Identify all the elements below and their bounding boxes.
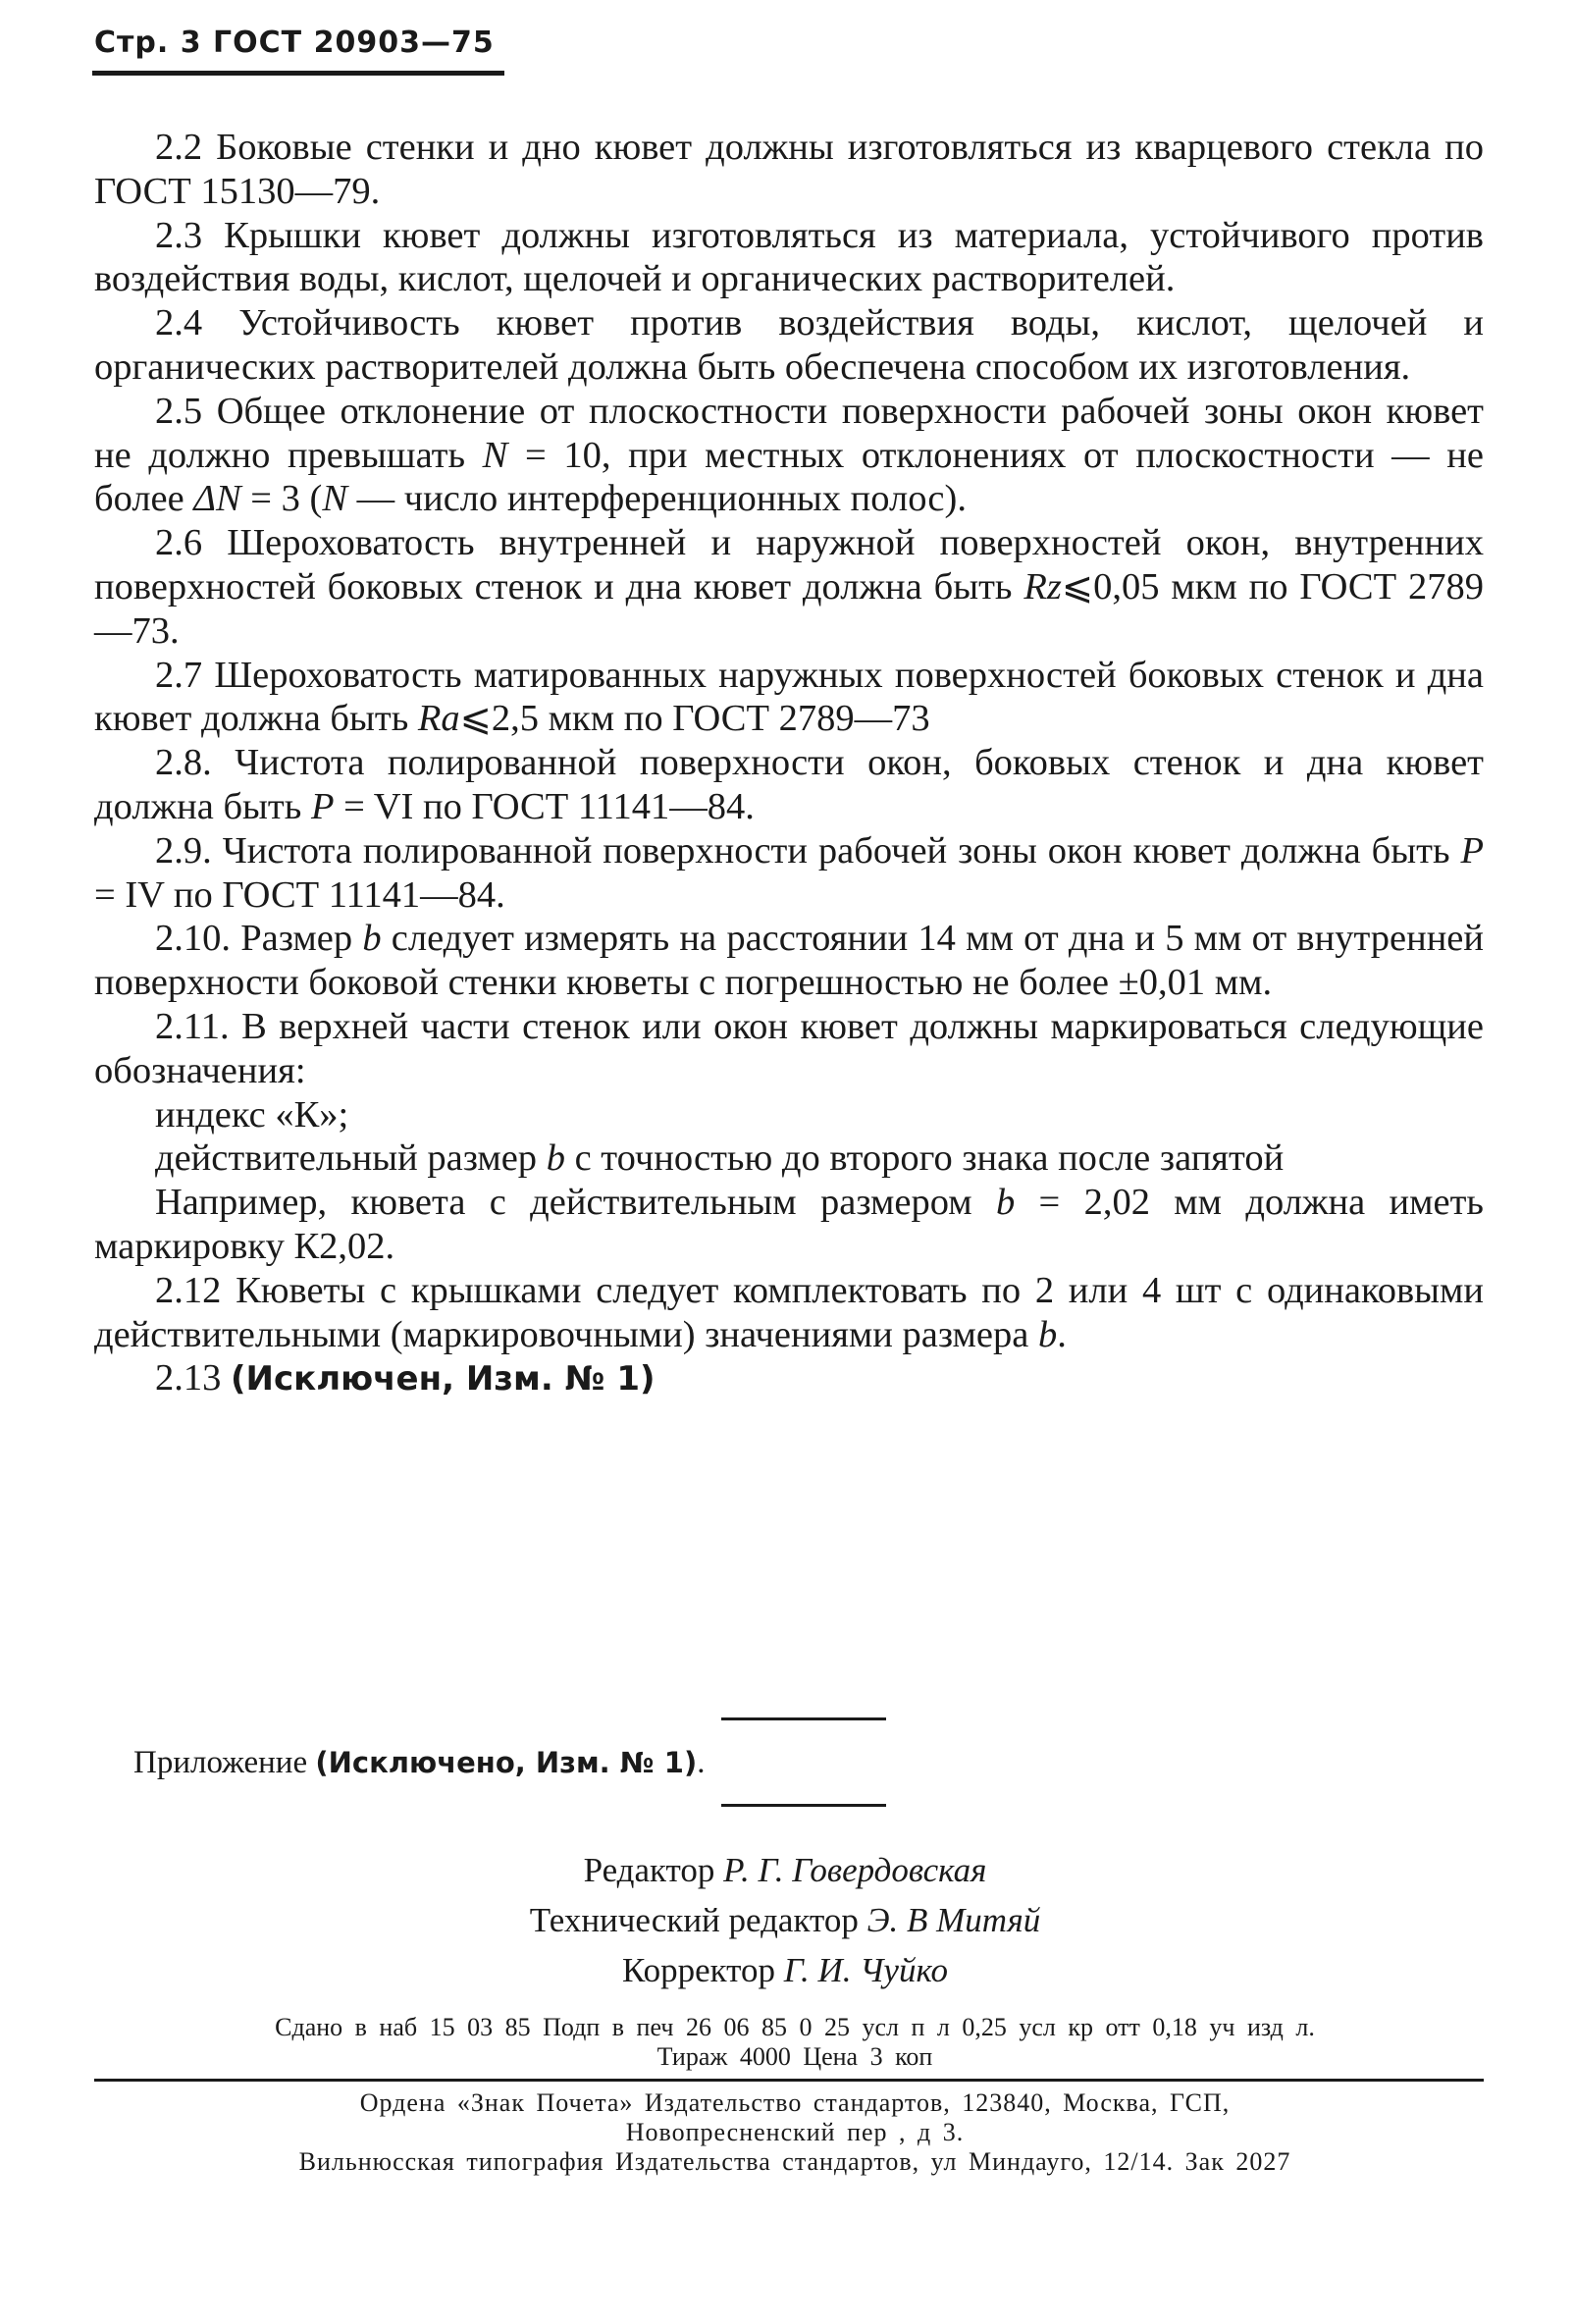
paragraph-2-7: 2.7 Шероховатость матированных наружных поверхностей боковых стенок и дна кювет должна быть Ra⩽2,5 мкм по ГОСТ 2789—73 bbox=[94, 654, 1484, 740]
header-rule bbox=[92, 71, 504, 76]
publisher-line: Вильнюсская типография Издательства стандартов, ул Миндауго, 12/14. Зак 2027 bbox=[298, 2147, 1291, 2176]
page-header: Стр. 3 ГОСТ 20903—75 bbox=[94, 26, 495, 60]
print-imprint bbox=[108, 2013, 1482, 2072]
paragraph-2-2: 2.2 Боковые стенки и дно кювет должны изготовляться из кварцевого стекла по ГОСТ 15130—79. bbox=[94, 127, 1484, 212]
credits bbox=[393, 1845, 1178, 1995]
paragraph-2-5: 2.5 Общее отклонение от плоскостности поверхности рабочей зоны окон кювет не должно превышать N = 10, при местных отклонениях от плоскостности — не более ΔN = 3 (N — число интерференционных полос). bbox=[94, 390, 1484, 520]
corrector-line: Корректор Г. И. Чуйко bbox=[621, 1951, 948, 1989]
publisher-info bbox=[108, 2088, 1482, 2177]
paragraph-2-3: 2.3 Крышки кювет должны изготовляться из материала, устойчивого против воздействия воды, кислот, щелочей и органических растворителей. bbox=[94, 214, 1484, 300]
divider-rule bbox=[721, 1717, 886, 1720]
paragraph-2-8: 2.8. Чистота полированной поверхности окон, боковых стенок и дна кювет должна быть P = VI по ГОСТ 11141—84. bbox=[94, 742, 1484, 827]
editor-line: Редактор Р. Г. Говердовская bbox=[583, 1851, 987, 1889]
paragraph-2-4: 2.4 Устойчивость кювет против воздействия воды, кислот, щелочей и органических растворителей должна быть обеспечена способом их изготовления. bbox=[94, 302, 1484, 388]
imprint-line: Тираж 4000 Цена 3 коп bbox=[656, 2042, 933, 2071]
paragraph-2-11-size: действительный размер b с точностью до второго знака после запятой bbox=[155, 1137, 1285, 1180]
publisher-line: Новопресненский пер , д 3. bbox=[625, 2118, 965, 2146]
paragraph-2-11: 2.11. В верхней части стенок или окон кювет должны маркироваться следующие обозначения: bbox=[94, 1005, 1484, 1091]
tech-editor-line: Технический редактор Э. В Митяй bbox=[529, 1901, 1041, 1939]
imprint-line: Сдано в наб 15 03 85 Подп в печ 26 06 85 0 25 усл п л 0,25 усл кр отт 0,18 уч изд л. bbox=[275, 2013, 1315, 2041]
body-text bbox=[94, 126, 1484, 1401]
paragraph-2-9: 2.9. Чистота полированной поверхности рабочей зоны окон кювет должна быть P = IV по ГОСТ 11141—84. bbox=[94, 829, 1484, 916]
paragraph-2-10: 2.10. Размер b следует измерять на расстоянии 14 мм от дна и 5 мм от внутренней поверхности боковой стенки кюветы с погрешностью не более ±0,01 мм. bbox=[94, 918, 1484, 1004]
paragraph-2-11-example: Например, кювета с действительным размером b = 2,02 мм должна иметь маркировку К2,02. bbox=[94, 1182, 1484, 1267]
paragraph-2-12: 2.12 Кюветы с крышками следует комплектовать по 2 или 4 шт с одинаковыми действительными (маркировочными) значениями размера b. bbox=[94, 1269, 1484, 1355]
paragraph-2-11-index: индекс «К»; bbox=[155, 1093, 349, 1136]
imprint-rule bbox=[94, 2079, 1484, 2082]
publisher-line: Ордена «Знак Почета» Издательство стандартов, 123840, Москва, ГСП, bbox=[359, 2088, 1231, 2117]
paragraph-2-13: 2.13 (Исключен, Изм. № 1) bbox=[155, 1357, 656, 1400]
appendix-note: Приложение (Исключено, Изм. № 1). bbox=[133, 1745, 706, 1780]
paragraph-2-6: 2.6 Шероховатость внутренней и наружной поверхностей окон, внутренних поверхностей боковых стенок и дна кювет должна быть Rz⩽0,05 мкм по ГОСТ 2789—73. bbox=[94, 522, 1484, 652]
divider-rule bbox=[721, 1804, 886, 1807]
